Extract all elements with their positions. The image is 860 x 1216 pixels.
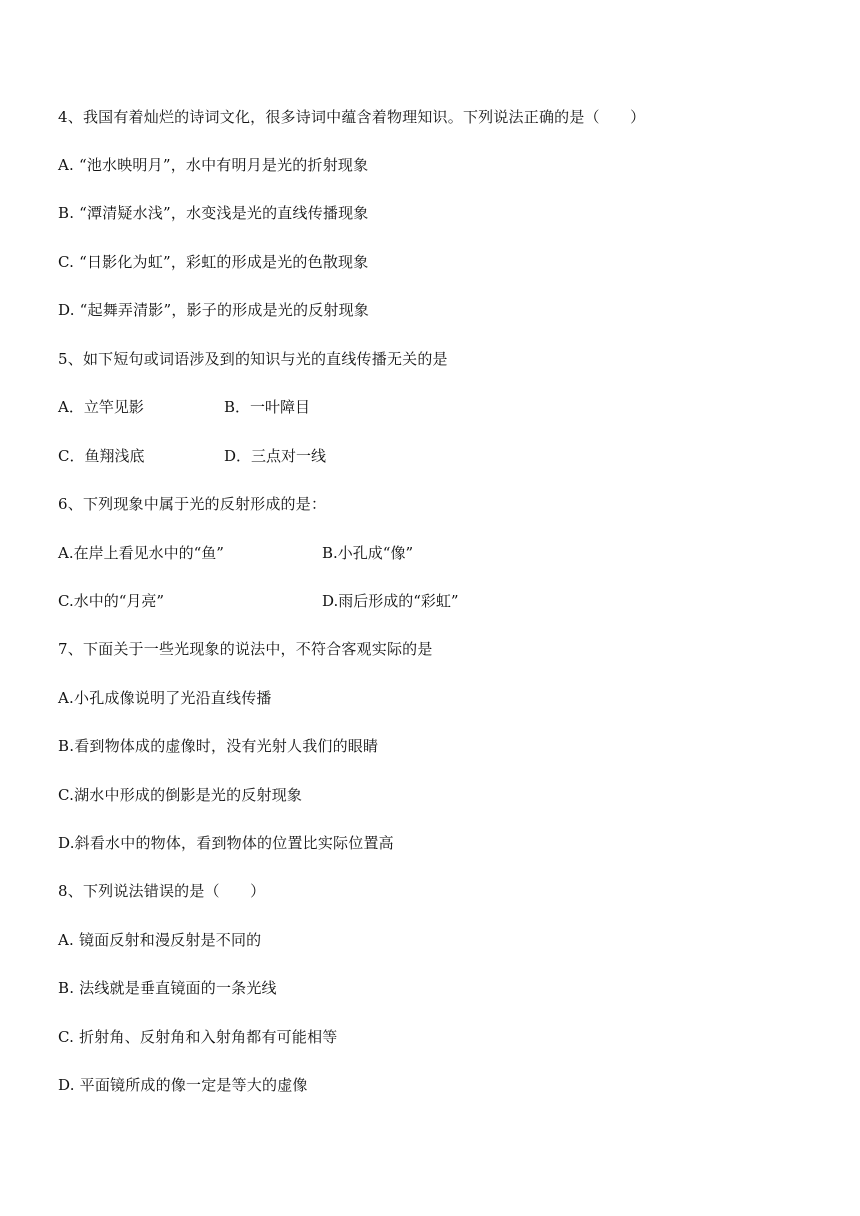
question-6-stem: 6、下列现象中属于光的反射形成的是： <box>58 495 327 513</box>
question-6-option-a: A.在岸上看见水中的“鱼” <box>58 544 224 562</box>
question-8-option-c: C. 折射角、反射角和入射角都有可能相等 <box>58 1028 338 1046</box>
question-5-stem: 5、如下短句或词语涉及到的知识与光的直线传播无关的是 <box>58 350 448 368</box>
question-4-option-b: B. “潭清疑水浅”，水变浅是光的直线传播现象 <box>58 204 369 222</box>
question-7-option-a: A.小孔成像说明了光沿直线传播 <box>58 689 272 707</box>
question-6-option-b: B.小孔成“像” <box>322 544 414 562</box>
question-7-option-c: C.湖水中形成的倒影是光的反射现象 <box>58 786 303 804</box>
question-5-option-a: A．立竿见影 <box>58 398 144 416</box>
question-6-option-d: D.雨后形成的“彩虹” <box>322 592 459 610</box>
question-4-option-a: A. “池水映明月”，水中有明月是光的折射现象 <box>58 156 369 174</box>
question-7-stem: 7、下面关于一些光现象的说法中，不符合客观实际的是 <box>58 640 433 658</box>
question-8-option-a: A. 镜面反射和漫反射是不同的 <box>58 931 262 949</box>
question-8-option-b: B. 法线就是垂直镜面的一条光线 <box>58 979 277 997</box>
question-5-option-c: C．鱼翔浅底 <box>58 447 145 465</box>
question-7-option-b: B.看到物体成的虚像时，没有光射人我们的眼睛 <box>58 737 379 755</box>
question-5-option-d: D．三点对一线 <box>224 447 327 465</box>
question-5-option-b: B．一叶障目 <box>224 398 311 416</box>
question-8-option-d: D. 平面镜所成的像一定是等大的虚像 <box>58 1076 308 1094</box>
question-8-stem: 8、下列说法错误的是（ ） <box>58 882 266 900</box>
question-6-option-c: C.水中的“月亮” <box>58 592 165 610</box>
question-4-stem: 4、我国有着灿烂的诗词文化，很多诗词中蕴含着物理知识。下列说法正确的是（ ） <box>58 108 646 126</box>
question-7-option-d: D.斜看水中的物体，看到物体的位置比实际位置高 <box>58 834 394 852</box>
question-4-option-c: C. “日影化为虹”，彩虹的形成是光的色散现象 <box>58 253 369 271</box>
question-4-option-d: D. “起舞弄清影”，影子的形成是光的反射现象 <box>58 301 369 319</box>
